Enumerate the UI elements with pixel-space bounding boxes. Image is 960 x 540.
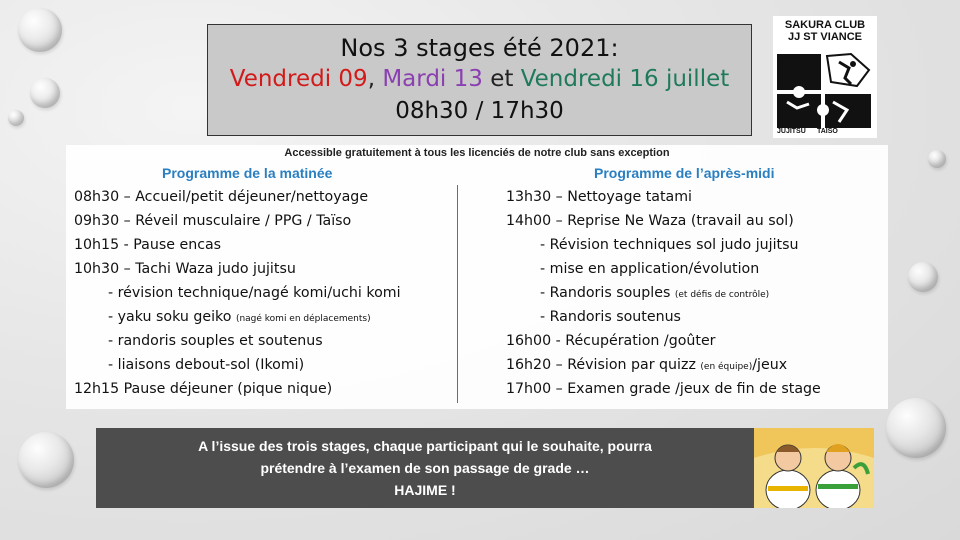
logo-label-taiso: TAISO — [817, 128, 838, 135]
club-logo — [773, 16, 877, 138]
water-drop-decoration — [18, 432, 74, 488]
item-text: 10h30 – Tachi Waza judo jujitsu — [74, 261, 296, 277]
item-text: - liaisons debout-sol (Ikomi) — [108, 357, 305, 373]
item-text: - mise en application/évolution — [540, 261, 760, 277]
afternoon-program-item — [506, 377, 821, 401]
logo-label-jujitsu: JUJITSU — [777, 128, 806, 135]
club-name-line2: JJ ST VIANCE — [788, 31, 862, 43]
afternoon-heading: Programme de l’après-midi — [594, 165, 775, 181]
dates-conjunction: et — [490, 66, 514, 92]
item-note: (et défis de contrôle) — [674, 290, 770, 300]
hours: 08h30 / 17h30 — [395, 98, 564, 124]
item-text: - révision technique/nagé komi/uchi komi — [108, 285, 401, 301]
morning-program-item — [74, 281, 401, 305]
logo-label-judo: JUDO — [781, 56, 801, 63]
item-note: (nagé komi en déplacements) — [235, 314, 371, 324]
morning-program-item — [74, 257, 401, 281]
afternoon-program-item — [506, 305, 821, 329]
program-panel — [66, 145, 888, 409]
morning-program-item — [74, 305, 401, 329]
item-text: 17h00 – Examen grade /jeux de fin de stage — [506, 381, 821, 397]
water-drop-decoration — [30, 78, 60, 108]
morning-program-item — [74, 329, 401, 353]
item-text: 16h20 – Révision par quizz — [506, 357, 701, 373]
morning-program-list — [74, 185, 401, 401]
afternoon-program-item — [506, 281, 821, 305]
banner-line-2: prétendre à l’examen de son passage de grade … — [260, 460, 590, 476]
morning-program-item — [74, 209, 401, 233]
morning-program-item — [74, 185, 401, 209]
afternoon-program-item — [506, 185, 821, 209]
item-text: 13h30 – Nettoyage tatami — [506, 189, 692, 205]
afternoon-program-list — [506, 185, 821, 401]
item-text: - Randoris souples — [540, 285, 675, 301]
item-text: 12h15 Pause déjeuner (pique nique) — [74, 381, 333, 397]
morning-program-item — [74, 353, 401, 377]
column-divider — [457, 185, 458, 403]
item-text-suffix: /jeux — [752, 357, 788, 373]
item-text: - yaku soku geiko — [108, 309, 236, 325]
afternoon-program-item — [506, 329, 821, 353]
date-3: Vendredi 16 juillet — [520, 66, 730, 92]
item-text: 16h00 - Récupération /goûter — [506, 333, 716, 349]
dates-line — [208, 63, 751, 95]
date-1: Vendredi 09 — [229, 66, 368, 92]
grade-exam-banner — [96, 428, 754, 508]
item-text: 09h30 – Réveil musculaire / PPG / Taïso — [74, 213, 352, 229]
water-drop-decoration — [18, 8, 62, 52]
banner-line-1: A l’issue des trois stages, chaque participant qui le souhaite, pourra — [198, 438, 652, 454]
afternoon-program-item — [506, 257, 821, 281]
puzzle-logo-icon — [773, 52, 877, 136]
club-name-line1: SAKURA CLUB — [784, 19, 866, 31]
subtitle: Accessible gratuitement à tous les licenciés de notre club sans exception — [284, 147, 670, 159]
water-drop-decoration — [8, 110, 24, 126]
water-drop-decoration — [886, 398, 946, 458]
afternoon-program-item — [506, 353, 821, 377]
item-text: - Révision techniques sol judo jujitsu — [540, 237, 799, 253]
dates-separator: , — [367, 66, 376, 92]
item-text: - randoris souples et soutenus — [108, 333, 323, 349]
item-text: 14h00 – Reprise Ne Waza (travail au sol) — [506, 213, 794, 229]
item-note: (en équipe) — [700, 362, 753, 372]
item-text: - Randoris soutenus — [540, 309, 681, 325]
water-drop-decoration — [908, 262, 938, 292]
afternoon-program-item — [506, 233, 821, 257]
date-2: Mardi 13 — [382, 66, 483, 92]
item-text: 10h15 - Pause encas — [74, 237, 222, 253]
title-box — [207, 24, 752, 136]
item-text: 08h30 – Accueil/petit déjeuner/nettoyage — [74, 189, 369, 205]
water-drop-decoration — [928, 150, 946, 168]
morning-program-item — [74, 233, 401, 257]
morning-heading: Programme de la matinée — [162, 165, 333, 181]
page-title: Nos 3 stages été 2021: — [340, 34, 619, 62]
morning-program-item — [74, 377, 401, 401]
afternoon-program-item — [506, 209, 821, 233]
banner-line-3: HAJIME ! — [394, 482, 456, 498]
judokas-cartoon-image — [754, 428, 874, 508]
